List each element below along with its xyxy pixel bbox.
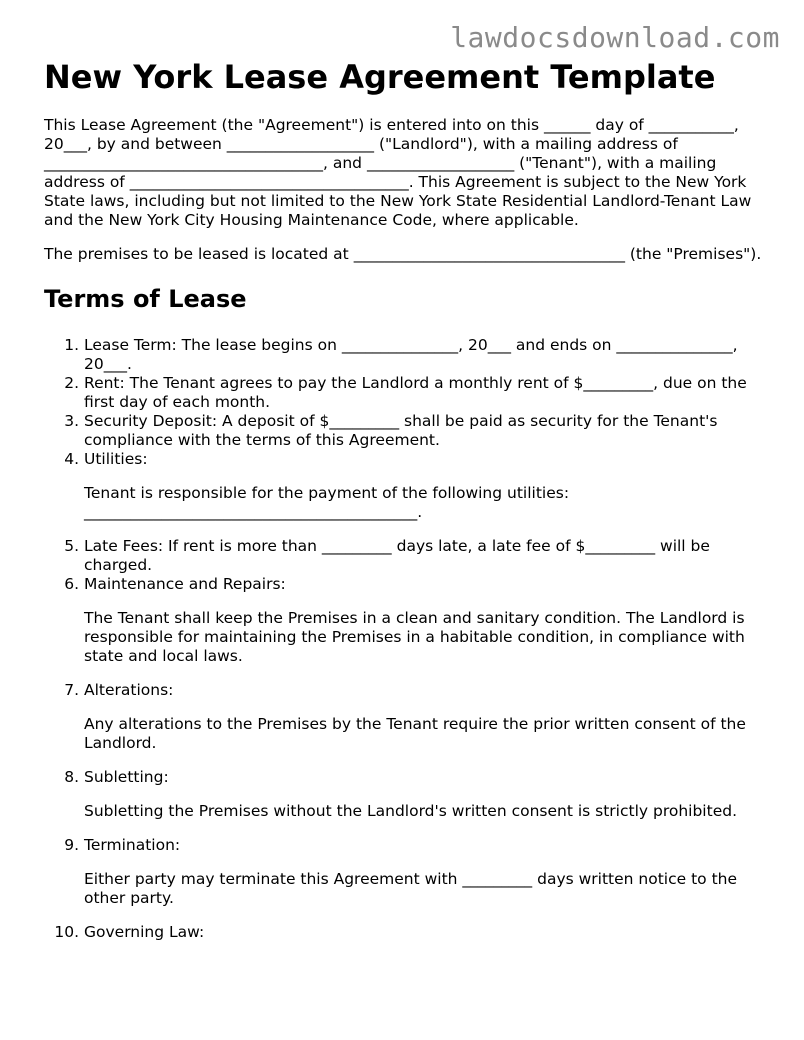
watermark: lawdocsdownload.com [450, 21, 780, 54]
term-item [84, 336, 766, 374]
term-detail: Either party may terminate this Agreement with _________ days written notice to the other party. [84, 870, 738, 907]
term-item [84, 374, 766, 412]
term-detail: Subletting the Premises without the Landlord's written consent is strictly prohibited. [84, 802, 737, 820]
term-text: Late Fees: If rent is more than _________ days late, a late fee of $_________ will be charged. [84, 537, 710, 574]
term-text: Lease Term: The lease begins on _______________, 20___ and ends on _______________, 20___. [84, 336, 738, 373]
document-page [44, 58, 766, 942]
terms-list [44, 336, 766, 942]
term-detail: Tenant is responsible for the payment of the following utilities: ___________________________________________. [84, 484, 570, 521]
term-text: Termination: [84, 836, 181, 854]
term-detail: The Tenant shall keep the Premises in a clean and sanitary condition. The Landlord is responsible for maintaining the Premises in a habitable condition, in compliance with state and local laws. [84, 609, 745, 665]
term-item [84, 923, 766, 942]
term-text: Maintenance and Repairs: [84, 575, 286, 593]
term-item [84, 450, 766, 522]
term-item [84, 681, 766, 753]
intro-paragraph: This Lease Agreement (the "Agreement") is entered into on this ______ day of ___________, 20___, by and between ___________________ ("Landlord"), with a mailing address of ____________________________________, and ___________________ ("Tenant"), with a mailing address of ____________________________________. This Agreement is subject to the New York State laws, including but not limited to the New York State Residential Landlord-Tenant Law and the New York City Housing Maintenance Code, where applicable. [44, 116, 752, 229]
term-item [84, 768, 766, 821]
term-text: Rent: The Tenant agrees to pay the Landlord a monthly rent of $_________, due on the first day of each month. [84, 374, 747, 411]
term-text: Security Deposit: A deposit of $_________ shall be paid as security for the Tenant's compliance with the terms of this Agreement. [84, 412, 718, 449]
term-item [84, 537, 766, 575]
term-text: Alterations: [84, 681, 174, 699]
premises-paragraph: The premises to be leased is located at ___________________________________ (the "Premises"). [44, 245, 762, 263]
term-text: Subletting: [84, 768, 169, 786]
term-item [84, 575, 766, 666]
term-detail: Any alterations to the Premises by the Tenant require the prior written consent of the Landlord. [84, 715, 746, 752]
term-text: Governing Law: [84, 923, 205, 941]
term-item [84, 412, 766, 450]
document-title: New York Lease Agreement Template [44, 58, 716, 96]
term-text: Utilities: [84, 450, 148, 468]
section-heading: Terms of Lease [44, 285, 247, 313]
term-item [84, 836, 766, 908]
